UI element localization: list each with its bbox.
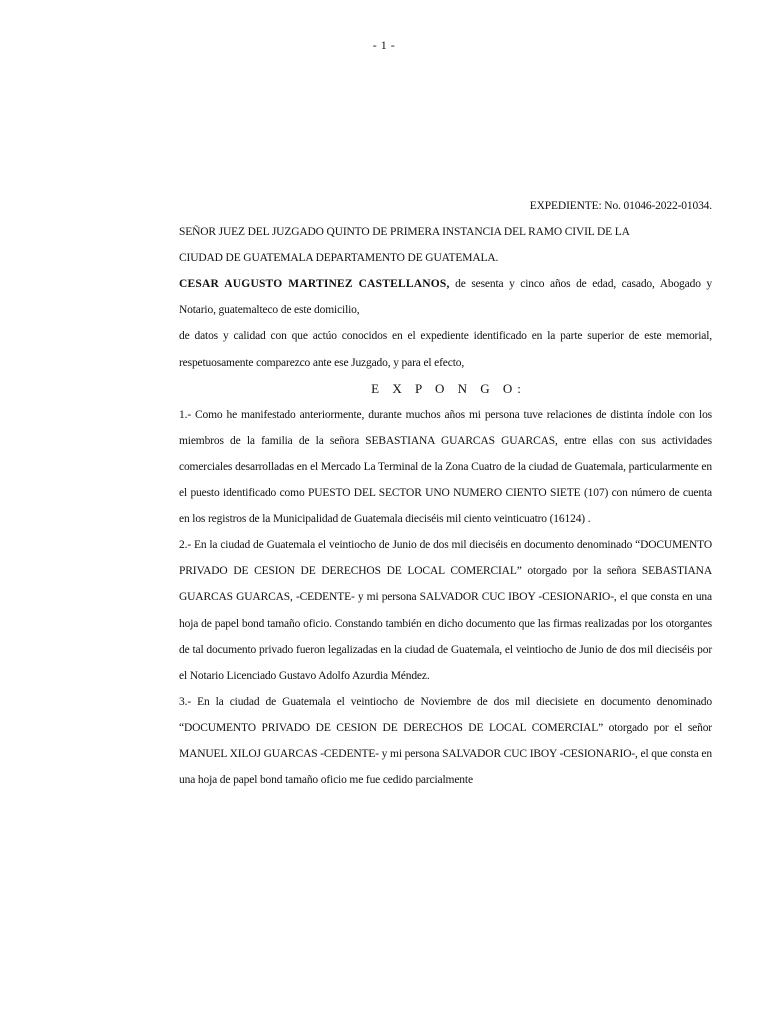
author-paragraph (179, 271, 712, 323)
point-3-paragraph: 3.- En la ciudad de Guatemala el veintiocho de Noviembre de dos mil diecisiete en documento denominado “DOCUMENTO PRIVADO DE CESION DE DERECHOS DE LOCAL COMERCIAL” otorgado por el señor MANUEL XILOJ GUARCAS -CEDENTE- y mi persona SALVADOR CUC IBOY -CESIONARIO-, el que consta en una hoja de papel bond tamaño oficio me fue cedido parcialmente (179, 695, 712, 787)
point-1-paragraph: 1.- Como he manifestado anteriormente, durante muchos años mi persona tuve relaciones de distinta índole con los miembros de la familia de la señora SEBASTIANA GUARCAS GUARCAS, entre ellas con sus actividades comerciales desarrolladas en el Mercado La Terminal de la Zona Cuatro de la ciudad de Guatemala, particularmente en el puesto identificado como PUESTO DEL SECTOR UNO NUMERO CIENTO SIETE (107) con número de cuenta en los registros de la Municipalidad de Guatemala dieciséis mil ciento veinticuatro (16124) . (179, 408, 712, 526)
section-title: E X P O N G O: (371, 380, 526, 396)
author-intro: de sesenta y cinco años de edad, casado, Abogado y Notario, guatemalteco de este domicilio, (179, 278, 712, 317)
document-body (179, 193, 712, 793)
author-name: CESAR AUGUSTO MARTINEZ CASTELLANOS, (179, 278, 450, 291)
addressee-line-2: CIUDAD DE GUATEMALA DEPARTAMENTO DE GUATEMALA. (179, 252, 499, 265)
intro-paragraph: de datos y calidad con que actúo conocidos en el expediente identificado en la parte superior de este memorial, respetuosamente comparezco ante ese Juzgado, y para el efecto, (179, 330, 712, 369)
point-2-paragraph: 2.- En la ciudad de Guatemala el veintiocho de Junio de dos mil dieciséis en documento denominado “DOCUMENTO PRIVADO DE CESION DE DERECHOS DE LOCAL COMERCIAL” otorgado por la señora SEBASTIANA GUARCAS GUARCAS, -CEDENTE- y mi persona SALVADOR CUC IBOY -CESIONARIO-, el que consta en una hoja de papel bond tamaño oficio. Constando también en dicho documento que las firmas realizadas por los otorgantes de tal documento privado fueron legalizadas en la ciudad de Guatemala, el veintiocho de Junio de dos mil dieciséis por el Notario Licenciado Gustavo Adolfo Azurdia Méndez. (179, 539, 712, 682)
expediente-number: EXPEDIENTE: No. 01046-2022-01034. (529, 200, 712, 212)
page-number: - 1 - (372, 38, 396, 52)
addressee-line-1: SEÑOR JUEZ DEL JUZGADO QUINTO DE PRIMERA INSTANCIA DEL RAMO CIVIL DE LA (179, 226, 630, 239)
